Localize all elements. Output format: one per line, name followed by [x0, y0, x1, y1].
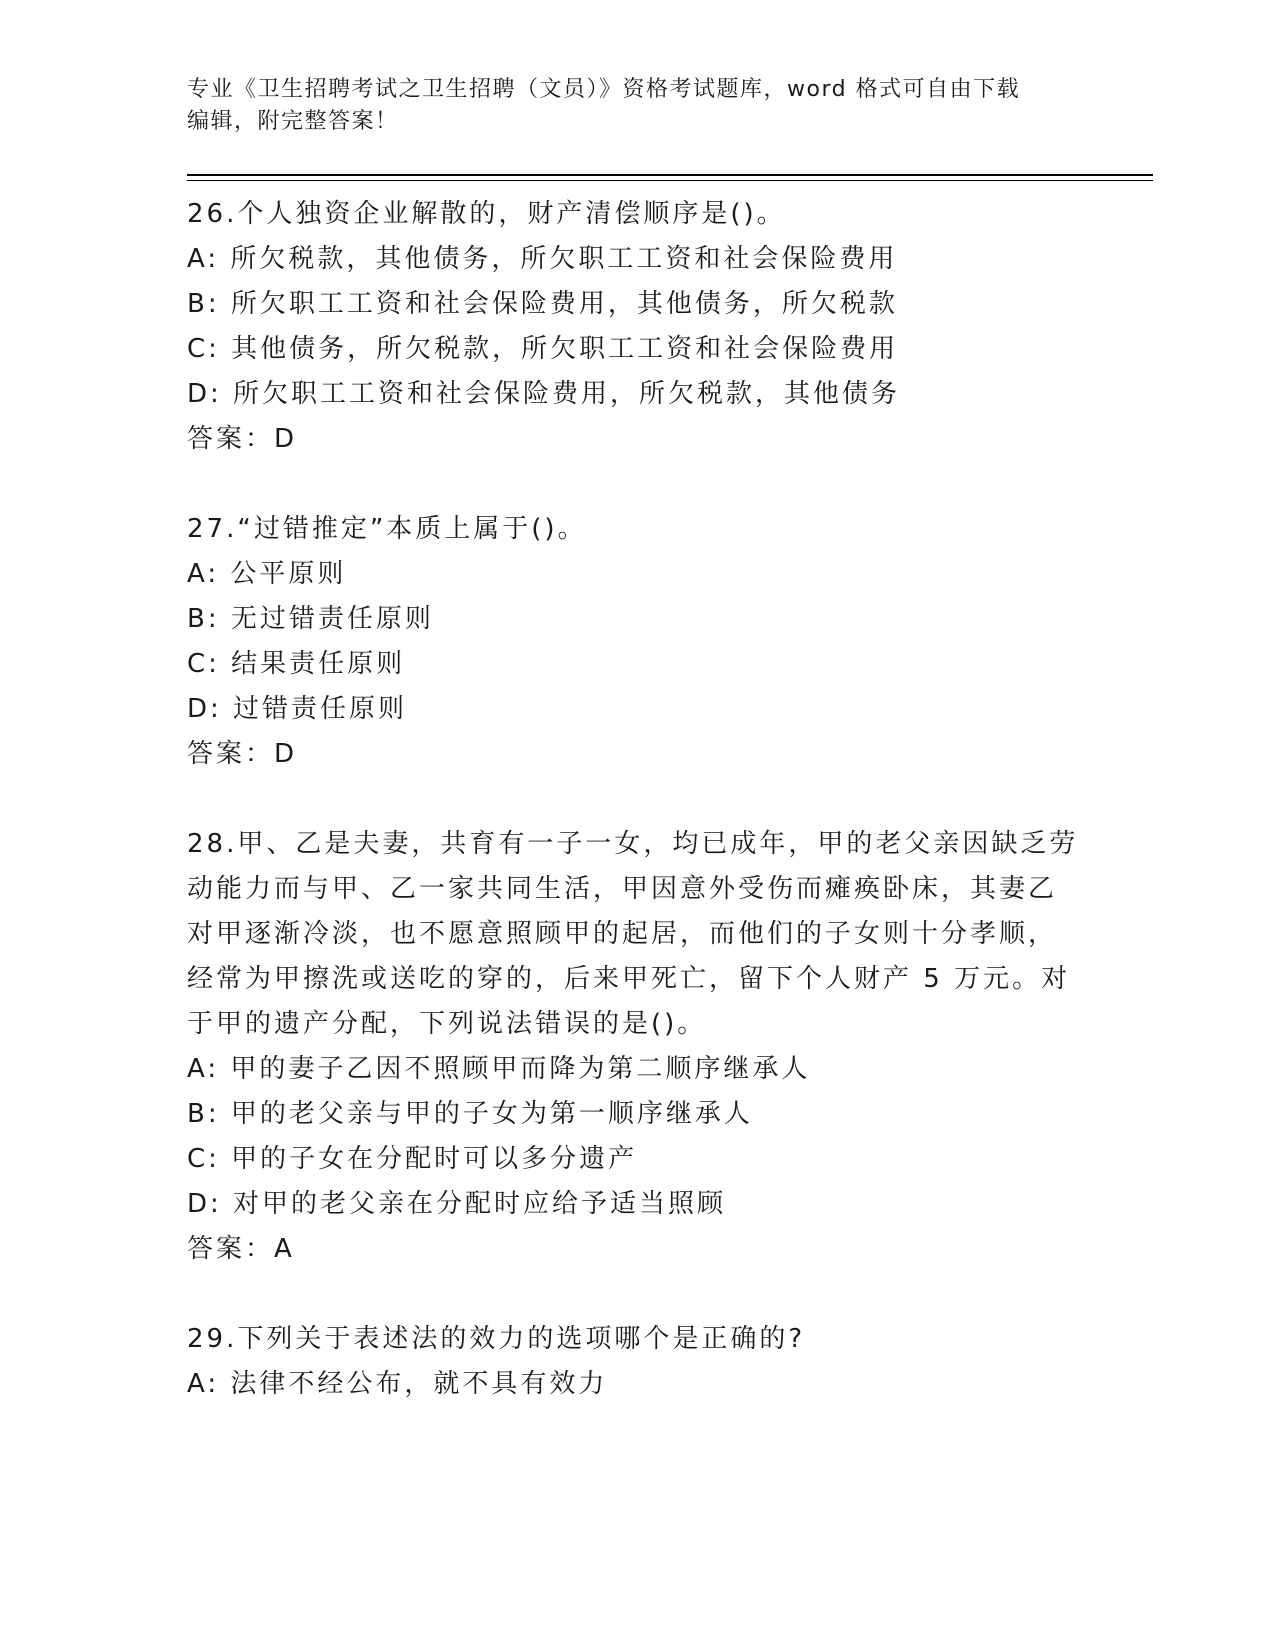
answer-option: A: 甲的妻子乙因不照顾甲而降为第二顺序继承人 — [187, 1054, 811, 1084]
question-stem-line: 对甲逐渐冷淡，也不愿意照顾甲的起居，而他们的子女则十分孝顺， — [187, 919, 1058, 949]
question-stem-line: 动能力而与甲、乙一家共同生活，甲因意外受伤而瘫痪卧床，其妻乙 — [187, 874, 1058, 904]
answer-key: 答案：D — [187, 424, 298, 454]
answer-option: D: 对甲的老父亲在分配时应给予适当照顾 — [187, 1189, 727, 1219]
answer-option: A: 所欠税款，其他债务，所欠职工工资和社会保险费用 — [187, 244, 898, 274]
question-stem-line: 27.“过错推定”本质上属于()。 — [187, 514, 587, 544]
question-list — [187, 192, 1087, 1407]
answer-option: D: 过错责任原则 — [187, 694, 408, 724]
header-divider-thick — [187, 174, 1153, 176]
answer-option: C: 甲的子女在分配时可以多分遗产 — [187, 1144, 638, 1174]
answer-option: C: 结果责任原则 — [187, 649, 406, 679]
question-stem-line: 经常为甲擦洗或送吃的穿的，后来甲死亡，留下个人财产 5 万元。对 — [187, 964, 1071, 994]
answer-option: A: 公平原则 — [187, 559, 347, 589]
answer-option: A: 法律不经公布，就不具有效力 — [187, 1369, 608, 1399]
question-block — [187, 1317, 1087, 1407]
answer-option: B: 无过错责任原则 — [187, 604, 434, 634]
answer-option: C: 其他债务，所欠税款，所欠职工工资和社会保险费用 — [187, 334, 899, 364]
document-header — [187, 74, 1087, 138]
question-stem-line: 26.个人独资企业解散的，财产清偿顺序是()。 — [187, 199, 786, 229]
question-stem-line: 29.下列关于表述法的效力的选项哪个是正确的? — [187, 1324, 806, 1354]
question-block — [187, 192, 1087, 462]
question-block — [187, 822, 1087, 1272]
question-stem-line: 28.甲、乙是夫妻，共育有一子一女，均已成年，甲的老父亲因缺乏劳 — [187, 829, 1079, 859]
header-line-2: 编辑，附完整答案！ — [187, 109, 399, 134]
answer-option: B: 所欠职工工资和社会保险费用，其他债务，所欠税款 — [187, 289, 898, 319]
answer-key: 答案：A — [187, 1234, 295, 1264]
answer-option: B: 甲的老父亲与甲的子女为第一顺序继承人 — [187, 1099, 753, 1129]
question-stem-line: 于甲的遗产分配，下列说法错误的是()。 — [187, 1009, 707, 1039]
answer-key: 答案：D — [187, 739, 298, 769]
question-block — [187, 507, 1087, 777]
header-line-1: 专业《卫生招聘考试之卫生招聘（文员）》资格考试题库，word 格式可自由下载 — [187, 77, 1021, 102]
header-divider-thin — [187, 180, 1153, 181]
answer-option: D: 所欠职工工资和社会保险费用，所欠税款，其他债务 — [187, 379, 901, 409]
